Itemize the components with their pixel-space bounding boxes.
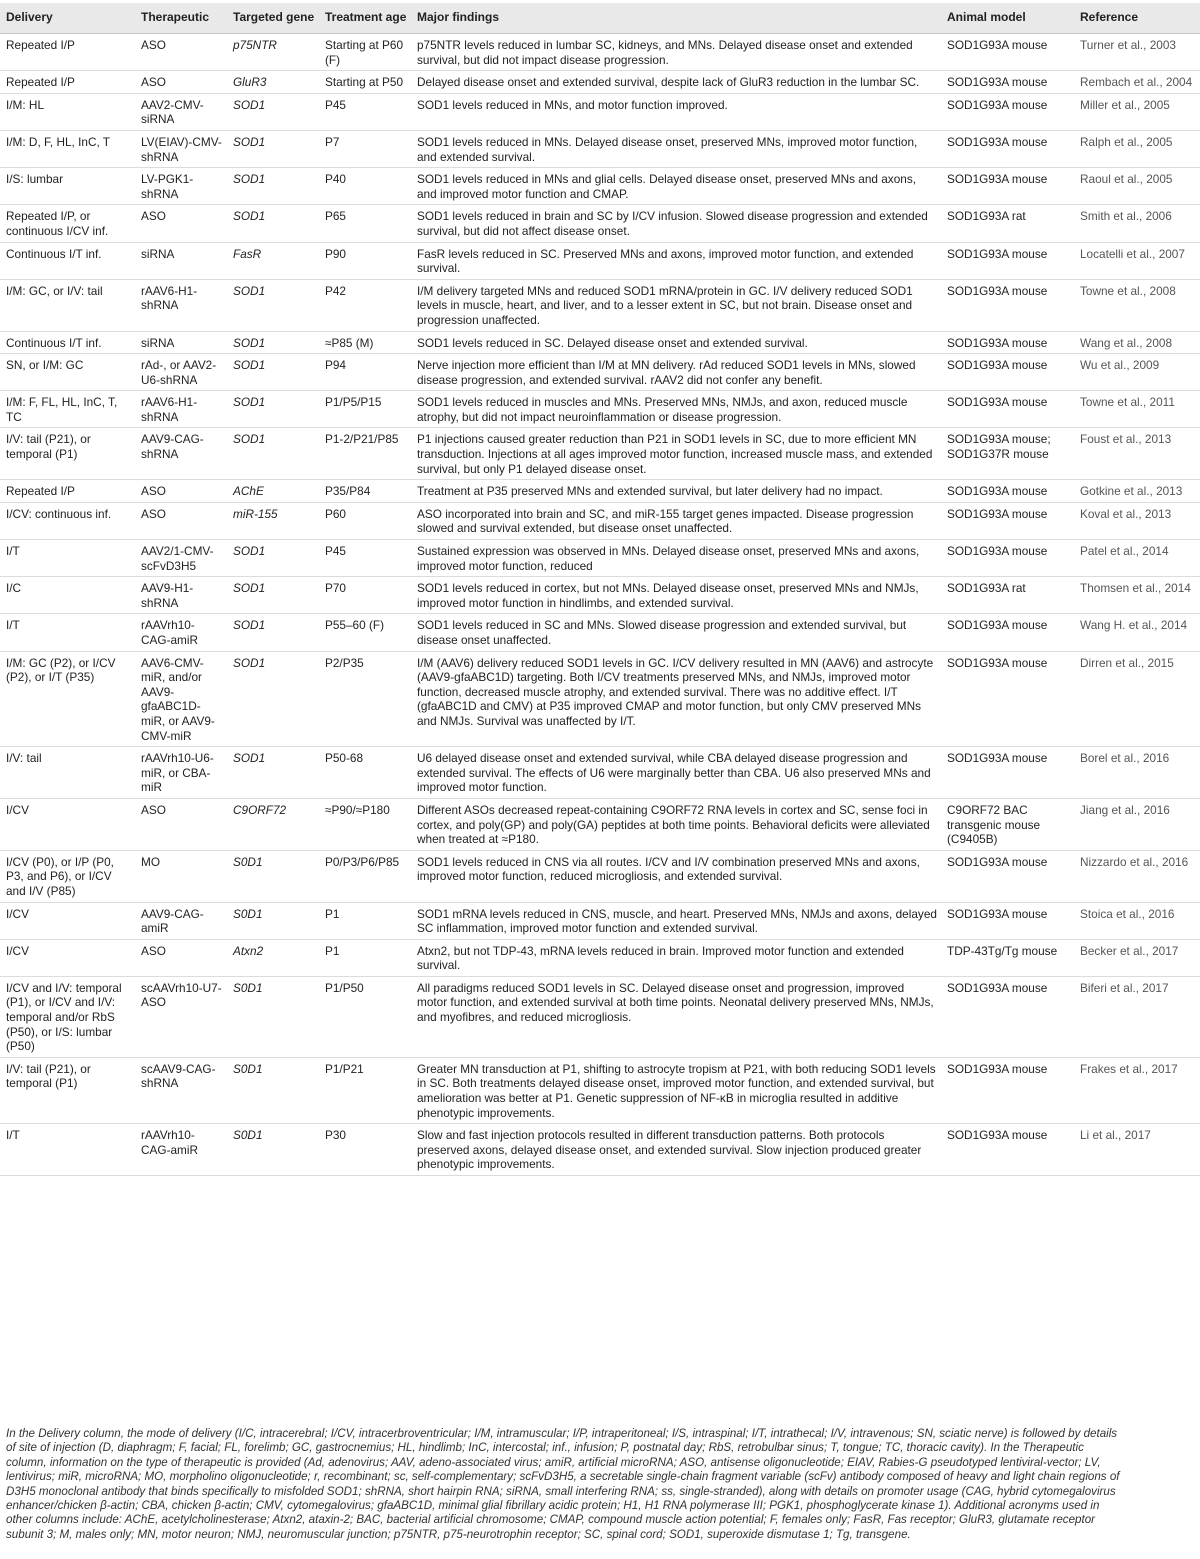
cell-delivery: I/CV and I/V: temporal (P1), or I/CV and I/V: temporal and/or RbS (P50), or I/S: lumbar (P50) bbox=[0, 976, 135, 1057]
cell-animal-model: SOD1G93A mouse bbox=[941, 93, 1074, 130]
table-row bbox=[0, 976, 1200, 1057]
cell-therapeutic: ASO bbox=[135, 939, 227, 976]
cell-targeted-gene: SOD1 bbox=[227, 540, 319, 577]
cell-animal-model: SOD1G93A mouse bbox=[941, 391, 1074, 428]
cell-major-findings: SOD1 levels reduced in MNs. Delayed disease onset, preserved MNs, improved motor function, and extended survival. bbox=[411, 130, 941, 167]
cell-therapeutic: rAAVrh10-U6-miR, or CBA-miR bbox=[135, 747, 227, 799]
cell-major-findings: I/M delivery targeted MNs and reduced SOD1 mRNA/protein in GC. I/V delivery reduced SOD1 levels in muscle, heart, and liver, and to a lesser extent in SC, but not brain. Disease onset and progression unaffected. bbox=[411, 279, 941, 331]
cell-therapeutic: ASO bbox=[135, 205, 227, 242]
cell-major-findings: SOD1 levels reduced in MNs and glial cells. Delayed disease onset, preserved MNs and axons, and improved motor function and CMAP. bbox=[411, 168, 941, 205]
table-row bbox=[0, 1124, 1200, 1176]
cell-animal-model: SOD1G93A mouse bbox=[941, 71, 1074, 94]
cell-therapeutic: ASO bbox=[135, 502, 227, 539]
table-row bbox=[0, 34, 1200, 71]
cell-animal-model: SOD1G93A mouse bbox=[941, 354, 1074, 391]
cell-delivery: I/CV bbox=[0, 798, 135, 850]
table-row bbox=[0, 205, 1200, 242]
cell-reference: Dirren et al., 2015 bbox=[1074, 651, 1200, 747]
cell-reference: Wang et al., 2008 bbox=[1074, 331, 1200, 354]
table-row bbox=[0, 939, 1200, 976]
cell-animal-model: SOD1G93A mouse bbox=[941, 747, 1074, 799]
cell-therapeutic: rAAV6-H1-shRNA bbox=[135, 279, 227, 331]
cell-reference: Towne et al., 2008 bbox=[1074, 279, 1200, 331]
cell-targeted-gene: SOD1 bbox=[227, 651, 319, 747]
cell-reference: Turner et al., 2003 bbox=[1074, 34, 1200, 71]
cell-animal-model: SOD1G93A mouse bbox=[941, 168, 1074, 205]
table-row bbox=[0, 93, 1200, 130]
cell-delivery: I/V: tail bbox=[0, 747, 135, 799]
cell-animal-model: SOD1G93A mouse bbox=[941, 34, 1074, 71]
cell-therapeutic: AAV2/1-CMV-scFvD3H5 bbox=[135, 540, 227, 577]
cell-reference: Foust et al., 2013 bbox=[1074, 428, 1200, 480]
cell-major-findings: Delayed disease onset and extended survival, despite lack of GluR3 reduction in the lumbar SC. bbox=[411, 71, 941, 94]
cell-major-findings: Slow and fast injection protocols resulted in different transduction patterns. Both protocols preserved axons, delayed disease onset, and extended survival. Slow injection produced greater phenotypic improvements. bbox=[411, 1124, 941, 1176]
cell-targeted-gene: miR-155 bbox=[227, 502, 319, 539]
cell-therapeutic: AAV2-CMV-siRNA bbox=[135, 93, 227, 130]
cell-major-findings: Treatment at P35 preserved MNs and extended survival, but later delivery had no impact. bbox=[411, 480, 941, 503]
footnote-line: subunit 3; M, males only; MN, motor neuron; NMJ, neuromuscular junction; p75NTR, p75-neurotrophin receptor; SC, spinal cord; SOD1, superoxide dismutase 1; Tg, transgene. bbox=[6, 1527, 911, 1541]
cell-treatment-age: Starting at P60 (F) bbox=[319, 34, 411, 71]
cell-delivery: I/S: lumbar bbox=[0, 168, 135, 205]
cell-reference: Koval et al., 2013 bbox=[1074, 502, 1200, 539]
cell-animal-model: SOD1G93A mouse bbox=[941, 130, 1074, 167]
cell-delivery: I/V: tail (P21), or temporal (P1) bbox=[0, 1057, 135, 1123]
cell-animal-model: SOD1G93A mouse bbox=[941, 850, 1074, 902]
cell-treatment-age: P60 bbox=[319, 502, 411, 539]
cell-therapeutic: AAV9-CAG-shRNA bbox=[135, 428, 227, 480]
cell-reference: Ralph et al., 2005 bbox=[1074, 130, 1200, 167]
header-therapeutic: Therapeutic bbox=[135, 3, 227, 34]
cell-treatment-age: P7 bbox=[319, 130, 411, 167]
cell-treatment-age: P1/P21 bbox=[319, 1057, 411, 1123]
cell-targeted-gene: SOD1 bbox=[227, 93, 319, 130]
cell-therapeutic: ASO bbox=[135, 798, 227, 850]
cell-major-findings: ASO incorporated into brain and SC, and miR-155 target genes impacted. Disease progression slowed and survival extended, but disease onset unaffected. bbox=[411, 502, 941, 539]
table-row bbox=[0, 850, 1200, 902]
table-row bbox=[0, 331, 1200, 354]
cell-therapeutic: ASO bbox=[135, 480, 227, 503]
table-row bbox=[0, 747, 1200, 799]
footnote-line: column, information on the type of therapeutic is provided (Ad, adenovirus; AAV, adeno-associated virus; amiR, artificial microRNA; ASO, antisense oligonucleotide; EIAV, Rabies-G pseudotyped lentiviral-vector; LV, bbox=[6, 1455, 1101, 1469]
cell-targeted-gene: S0D1 bbox=[227, 1057, 319, 1123]
table-row bbox=[0, 480, 1200, 503]
table-row bbox=[0, 798, 1200, 850]
cell-delivery: I/M: HL bbox=[0, 93, 135, 130]
cell-therapeutic: scAAVrh10-U7-ASO bbox=[135, 976, 227, 1057]
cell-animal-model: SOD1G93A mouse bbox=[941, 331, 1074, 354]
cell-animal-model: SOD1G93A rat bbox=[941, 205, 1074, 242]
cell-delivery: I/T bbox=[0, 614, 135, 651]
cell-treatment-age: ≈P85 (M) bbox=[319, 331, 411, 354]
cell-delivery: SN, or I/M: GC bbox=[0, 354, 135, 391]
footnote-line: other columns include: AChE, acetylcholinesterase; Atxn2, ataxin-2; BAC, bacterial artificial chromosome; CMAP, compound muscle action potential; F, females only; FasR, Fas receptor; GluR3, glutamate receptor bbox=[6, 1513, 1096, 1527]
cell-targeted-gene: S0D1 bbox=[227, 902, 319, 939]
cell-targeted-gene: SOD1 bbox=[227, 331, 319, 354]
cell-delivery: Continuous I/T inf. bbox=[0, 331, 135, 354]
cell-delivery: I/M: GC (P2), or I/CV (P2), or I/T (P35) bbox=[0, 651, 135, 747]
cell-delivery: I/CV bbox=[0, 939, 135, 976]
table-row bbox=[0, 540, 1200, 577]
cell-major-findings: p75NTR levels reduced in lumbar SC, kidneys, and MNs. Delayed disease onset and extended survival, but did not impact disease progression. bbox=[411, 34, 941, 71]
cell-reference: Becker et al., 2017 bbox=[1074, 939, 1200, 976]
cell-targeted-gene: SOD1 bbox=[227, 614, 319, 651]
table-footnote bbox=[6, 1427, 1194, 1542]
cell-treatment-age: P30 bbox=[319, 1124, 411, 1176]
cell-major-findings: SOD1 levels reduced in cortex, but not MNs. Delayed disease onset, preserved MNs and NMJs, improved motor function in hindlimbs, and extended survival. bbox=[411, 577, 941, 614]
header-targeted-gene: Targeted gene bbox=[227, 3, 319, 34]
cell-major-findings: SOD1 levels reduced in brain and SC by I/CV infusion. Slowed disease progression and extended survival, but did not affect disease onset. bbox=[411, 205, 941, 242]
cell-animal-model: SOD1G93A mouse bbox=[941, 651, 1074, 747]
cell-treatment-age: P1 bbox=[319, 939, 411, 976]
cell-targeted-gene: S0D1 bbox=[227, 850, 319, 902]
cell-treatment-age: Starting at P50 bbox=[319, 71, 411, 94]
cell-reference: Borel et al., 2016 bbox=[1074, 747, 1200, 799]
cell-major-findings: P1 injections caused greater reduction than P21 in SOD1 levels in SC, due to more efficient MN transduction. Injections at all ages improved motor function, increased muscle mass, and extended survival, but only P1 delayed disease onset. bbox=[411, 428, 941, 480]
table-row bbox=[0, 614, 1200, 651]
cell-major-findings: SOD1 levels reduced in MNs, and motor function improved. bbox=[411, 93, 941, 130]
cell-therapeutic: rAAV6-H1-shRNA bbox=[135, 391, 227, 428]
cell-delivery: Repeated I/P bbox=[0, 71, 135, 94]
cell-treatment-age: ≈P90/≈P180 bbox=[319, 798, 411, 850]
cell-delivery: I/C bbox=[0, 577, 135, 614]
cell-treatment-age: P1-2/P21/P85 bbox=[319, 428, 411, 480]
cell-reference: Raoul et al., 2005 bbox=[1074, 168, 1200, 205]
cell-animal-model: SOD1G93A mouse bbox=[941, 242, 1074, 279]
table-row bbox=[0, 577, 1200, 614]
cell-treatment-age: P2/P35 bbox=[319, 651, 411, 747]
table-row bbox=[0, 1057, 1200, 1123]
table-row bbox=[0, 502, 1200, 539]
cell-reference: Li et al., 2017 bbox=[1074, 1124, 1200, 1176]
cell-treatment-age: P1/P5/P15 bbox=[319, 391, 411, 428]
cell-treatment-age: P90 bbox=[319, 242, 411, 279]
cell-treatment-age: P70 bbox=[319, 577, 411, 614]
header-animal-model: Animal model bbox=[941, 3, 1074, 34]
cell-therapeutic: rAAVrh10-CAG-amiR bbox=[135, 614, 227, 651]
cell-reference: Locatelli et al., 2007 bbox=[1074, 242, 1200, 279]
cell-delivery: I/CV bbox=[0, 902, 135, 939]
cell-major-findings: SOD1 levels reduced in SC. Delayed disease onset and extended survival. bbox=[411, 331, 941, 354]
header-row bbox=[0, 3, 1200, 34]
cell-therapeutic: AAV9-CAG-amiR bbox=[135, 902, 227, 939]
cell-animal-model: SOD1G93A mouse bbox=[941, 540, 1074, 577]
cell-major-findings: Sustained expression was observed in MNs. Delayed disease onset, preserved MNs and axons, improved motor function, reduced bbox=[411, 540, 941, 577]
cell-animal-model: SOD1G93A mouse bbox=[941, 1057, 1074, 1123]
cell-reference: Nizzardo et al., 2016 bbox=[1074, 850, 1200, 902]
cell-major-findings: Atxn2, but not TDP-43, mRNA levels reduced in brain. Improved motor function and extended survival. bbox=[411, 939, 941, 976]
header-delivery: Delivery bbox=[0, 3, 135, 34]
cell-reference: Miller et al., 2005 bbox=[1074, 93, 1200, 130]
cell-delivery: I/V: tail (P21), or temporal (P1) bbox=[0, 428, 135, 480]
cell-therapeutic: AAV9-H1-shRNA bbox=[135, 577, 227, 614]
footnote-line: lentivirus; miR, microRNA; MO, morpholino oligonucleotide; r, recombinant; sc, self-complementary; scFvD3H5, a secretable single-chain fragment variable (scFv) antibody composed of heavy and light chain regions of bbox=[6, 1470, 1120, 1484]
cell-major-findings: Greater MN transduction at P1, shifting to astrocyte tropism at P21, with both reducing SOD1 levels in SC. Both treatments delayed disease onset, improved motor function, and extended survival, but amelioration was better at P1. Genetic suppression of NF-κB in microglia resulted in additive phenotypic improvements. bbox=[411, 1057, 941, 1123]
cell-delivery: Repeated I/P bbox=[0, 34, 135, 71]
cell-animal-model: SOD1G93A mouse bbox=[941, 1124, 1074, 1176]
cell-reference: Biferi et al., 2017 bbox=[1074, 976, 1200, 1057]
cell-treatment-age: P94 bbox=[319, 354, 411, 391]
cell-animal-model: SOD1G93A mouse bbox=[941, 480, 1074, 503]
cell-therapeutic: LV(EIAV)-CMV-shRNA bbox=[135, 130, 227, 167]
cell-reference: Wang H. et al., 2014 bbox=[1074, 614, 1200, 651]
cell-treatment-age: P45 bbox=[319, 93, 411, 130]
cell-therapeutic: ASO bbox=[135, 34, 227, 71]
cell-animal-model: TDP-43Tg/Tg mouse bbox=[941, 939, 1074, 976]
cell-targeted-gene: SOD1 bbox=[227, 168, 319, 205]
table-row bbox=[0, 242, 1200, 279]
cell-animal-model: SOD1G93A mouse bbox=[941, 279, 1074, 331]
cell-animal-model: SOD1G93A rat bbox=[941, 577, 1074, 614]
cell-treatment-age: P65 bbox=[319, 205, 411, 242]
cell-delivery: I/T bbox=[0, 1124, 135, 1176]
cell-targeted-gene: SOD1 bbox=[227, 747, 319, 799]
footnote-line: enhancer/chicken β-actin; CBA, chicken β-actin; CMV, cytomegalovirus; gfaABC1D, minimal glial fibrillary acidic protein; H1, H1 RNA polymerase III; PGK1, phosphoglycerate kinase 1). Additional acronyms used in bbox=[6, 1499, 1100, 1513]
cell-delivery: I/M: GC, or I/V: tail bbox=[0, 279, 135, 331]
cell-treatment-age: P55–60 (F) bbox=[319, 614, 411, 651]
cell-animal-model: C9ORF72 BAC transgenic mouse (C9405B) bbox=[941, 798, 1074, 850]
cell-major-findings: SOD1 levels reduced in CNS via all routes. I/CV and I/V combination preserved MNs and axons, improved motor function, reduced microgliosis, and extended survival. bbox=[411, 850, 941, 902]
cell-treatment-age: P1 bbox=[319, 902, 411, 939]
cell-reference: Thomsen et al., 2014 bbox=[1074, 577, 1200, 614]
cell-reference: Towne et al., 2011 bbox=[1074, 391, 1200, 428]
footnote-line: of site of injection (D, diaphragm; F, facial; FL, forelimb; GC, gastrocnemius; HL, hindlimb; InC, intercostal; inf., infusion; P, postnatal day; RbS, retrobulbar sinus; T, tongue; TC, thoracic cavity). In the Therapeutic bbox=[6, 1441, 1084, 1455]
cell-targeted-gene: C9ORF72 bbox=[227, 798, 319, 850]
cell-reference: Frakes et al., 2017 bbox=[1074, 1057, 1200, 1123]
cell-targeted-gene: SOD1 bbox=[227, 391, 319, 428]
table-row bbox=[0, 130, 1200, 167]
cell-treatment-age: P1/P50 bbox=[319, 976, 411, 1057]
cell-targeted-gene: AChE bbox=[227, 480, 319, 503]
cell-therapeutic: siRNA bbox=[135, 242, 227, 279]
cell-targeted-gene: SOD1 bbox=[227, 130, 319, 167]
cell-delivery: Repeated I/P bbox=[0, 480, 135, 503]
cell-animal-model: SOD1G93A mouse bbox=[941, 502, 1074, 539]
table-row bbox=[0, 354, 1200, 391]
cell-therapeutic: rAd-, or AAV2-U6-shRNA bbox=[135, 354, 227, 391]
footnote-line: D3H5 monoclonal antibody that binds specifically to misfolded SOD1; shRNA, short hairpin RNA; siRNA, small interfering RNA; ss, single-stranded), along with details on promoter usage (CAG, hybrid cytomegalovirus bbox=[6, 1484, 1116, 1498]
cell-treatment-age: P35/P84 bbox=[319, 480, 411, 503]
cell-targeted-gene: p75NTR bbox=[227, 34, 319, 71]
footnote-line: In the Delivery column, the mode of delivery (I/C, intracerebral; I/CV, intracerbroventricular; I/M, intramuscular; I/P, intraperitoneal; I/S, intraspinal; I/T, intrathecal; I/V, intravenous; SN, sciatic nerve) is followed by details bbox=[6, 1427, 1118, 1440]
cell-animal-model: SOD1G93A mouse; SOD1G37R mouse bbox=[941, 428, 1074, 480]
table-row bbox=[0, 168, 1200, 205]
cell-major-findings: I/M (AAV6) delivery reduced SOD1 levels in GC. I/CV delivery resulted in MN (AAV6) and astrocyte (AAV9-gfaABC1D) targeting. Both I/CV treatments preserved MNs, and NMJs, improved motor function, decreased muscle atrophy, and extended survival. There was no additive effect. I/T (gfaABC1D and CMV) at P35 improved CMAP and motor function, but only CMV preserved MNs and NMJs. Survival was unaffected by I/T. bbox=[411, 651, 941, 747]
cell-treatment-age: P45 bbox=[319, 540, 411, 577]
table-row bbox=[0, 279, 1200, 331]
cell-therapeutic: AAV6-CMV-miR, and/or AAV9-gfaABC1D-miR, or AAV9-CMV-miR bbox=[135, 651, 227, 747]
cell-therapeutic: scAAV9-CAG-shRNA bbox=[135, 1057, 227, 1123]
cell-targeted-gene: Atxn2 bbox=[227, 939, 319, 976]
cell-targeted-gene: SOD1 bbox=[227, 279, 319, 331]
cell-delivery: Continuous I/T inf. bbox=[0, 242, 135, 279]
cell-treatment-age: P0/P3/P6/P85 bbox=[319, 850, 411, 902]
cell-reference: Patel et al., 2014 bbox=[1074, 540, 1200, 577]
cell-targeted-gene: S0D1 bbox=[227, 976, 319, 1057]
cell-major-findings: FasR levels reduced in SC. Preserved MNs and axons, improved motor function, and extended survival. bbox=[411, 242, 941, 279]
cell-major-findings: SOD1 levels reduced in muscles and MNs. Preserved MNs, NMJs, and axon, reduced muscle atrophy, but did not impact neuroinflammation or disease progression. bbox=[411, 391, 941, 428]
cell-major-findings: Different ASOs decreased repeat-containing C9ORF72 RNA levels in cortex and SC, sense foci in cortex, and poly(GP) and poly(GA) peptides at both time points. Behavioral deficits were alleviated when treated at ≈P180. bbox=[411, 798, 941, 850]
cell-treatment-age: P50-68 bbox=[319, 747, 411, 799]
cell-reference: Rembach et al., 2004 bbox=[1074, 71, 1200, 94]
cell-animal-model: SOD1G93A mouse bbox=[941, 614, 1074, 651]
cell-major-findings: SOD1 levels reduced in SC and MNs. Slowed disease progression and extended survival, but disease onset unaffected. bbox=[411, 614, 941, 651]
cell-targeted-gene: SOD1 bbox=[227, 354, 319, 391]
cell-delivery: I/CV: continuous inf. bbox=[0, 502, 135, 539]
cell-therapeutic: LV-PGK1-shRNA bbox=[135, 168, 227, 205]
cell-therapeutic: rAAVrh10-CAG-amiR bbox=[135, 1124, 227, 1176]
cell-animal-model: SOD1G93A mouse bbox=[941, 976, 1074, 1057]
cell-major-findings: SOD1 mRNA levels reduced in CNS, muscle, and heart. Preserved MNs, NMJs and axons, delayed SC inflammation, improved motor function and extended survival. bbox=[411, 902, 941, 939]
header-reference: Reference bbox=[1074, 3, 1200, 34]
cell-delivery: I/CV (P0), or I/P (P0, P3, and P6), or I/CV and I/V (P85) bbox=[0, 850, 135, 902]
table-row bbox=[0, 651, 1200, 747]
table-row bbox=[0, 428, 1200, 480]
cell-major-findings: Nerve injection more efficient than I/M at MN delivery. rAd reduced SOD1 levels in MNs, slowed disease progression, and extended survival. rAAV2 did not confer any benefit. bbox=[411, 354, 941, 391]
cell-targeted-gene: FasR bbox=[227, 242, 319, 279]
cell-major-findings: U6 delayed disease onset and extended survival, while CBA delayed disease progression and extended survival. The effects of U6 were marginally better than CBA. U6 also preserved MNs and improved motor function. bbox=[411, 747, 941, 799]
cell-reference: Wu et al., 2009 bbox=[1074, 354, 1200, 391]
cell-delivery: I/T bbox=[0, 540, 135, 577]
header-major-findings: Major findings bbox=[411, 3, 941, 34]
cell-therapeutic: siRNA bbox=[135, 331, 227, 354]
cell-treatment-age: P40 bbox=[319, 168, 411, 205]
studies-table bbox=[0, 3, 1200, 1176]
cell-reference: Stoica et al., 2016 bbox=[1074, 902, 1200, 939]
table-row bbox=[0, 71, 1200, 94]
cell-delivery: I/M: D, F, HL, InC, T bbox=[0, 130, 135, 167]
cell-targeted-gene: GluR3 bbox=[227, 71, 319, 94]
cell-animal-model: SOD1G93A mouse bbox=[941, 902, 1074, 939]
cell-therapeutic: MO bbox=[135, 850, 227, 902]
header-treatment-age: Treatment age bbox=[319, 3, 411, 34]
table-row bbox=[0, 902, 1200, 939]
cell-delivery: I/M: F, FL, HL, InC, T, TC bbox=[0, 391, 135, 428]
cell-targeted-gene: SOD1 bbox=[227, 428, 319, 480]
cell-reference: Gotkine et al., 2013 bbox=[1074, 480, 1200, 503]
cell-delivery: Repeated I/P, or continuous I/CV inf. bbox=[0, 205, 135, 242]
cell-targeted-gene: SOD1 bbox=[227, 205, 319, 242]
cell-major-findings: All paradigms reduced SOD1 levels in SC. Delayed disease onset and progression, improved motor function, and extended survival at both time points. Neonatal delivery preserved MNs, NMJs, and myofibres, and reduced microgliosis. bbox=[411, 976, 941, 1057]
cell-reference: Smith et al., 2006 bbox=[1074, 205, 1200, 242]
cell-targeted-gene: SOD1 bbox=[227, 577, 319, 614]
cell-targeted-gene: S0D1 bbox=[227, 1124, 319, 1176]
cell-reference: Jiang et al., 2016 bbox=[1074, 798, 1200, 850]
table-row bbox=[0, 391, 1200, 428]
cell-treatment-age: P42 bbox=[319, 279, 411, 331]
cell-therapeutic: ASO bbox=[135, 71, 227, 94]
